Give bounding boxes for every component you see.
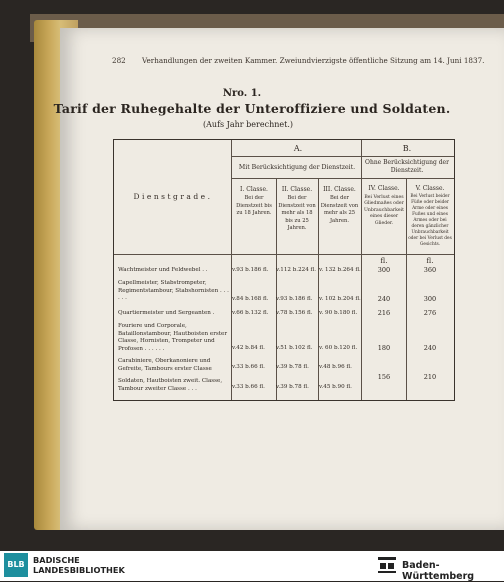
group-a-label: A.	[293, 144, 303, 153]
table-cell: 156	[377, 373, 391, 381]
table-cell: v.93 b.186 fl.	[232, 267, 269, 273]
running-title: Verhandlungen der zweiten Kammer. Zweiundvierzigste öffentliche Sitzung am 14. Juni 1837.	[142, 56, 485, 65]
class-3-header: III. Classe. Bei der Dienstzeit von mehr als 25 Jahren.	[320, 186, 359, 224]
table-cell: v.45 b.90 fl.	[319, 384, 352, 390]
pension-table	[113, 139, 455, 401]
table-cell: v.93 b.186 fl.	[276, 296, 313, 302]
table-number: Nro. 1.	[222, 88, 262, 99]
page-number: 282	[112, 56, 126, 65]
table-cell: v.51 b.102 fl.	[276, 345, 313, 351]
unit-label: fl.	[380, 257, 388, 265]
table-cell: 300	[377, 266, 391, 274]
table-row-label: Wachtmeister und Feldwebel . .	[118, 267, 208, 273]
table-cell: v. 132 b.264 fl.	[319, 267, 361, 273]
table-cell: 240	[423, 344, 437, 352]
ranks-header: Dienstgrade.	[133, 192, 213, 201]
table-cell: v.66 b.132 fl.	[232, 310, 269, 316]
table-cell: 360	[423, 266, 437, 274]
table-cell: 276	[423, 309, 437, 317]
table-cell: v.48 b.96 fl.	[319, 364, 352, 370]
library-name: BADISCHE LANDESBIBLIOTHEK	[33, 555, 125, 575]
table-cell: 240	[377, 295, 391, 303]
table-cell: 210	[423, 373, 437, 381]
with-service-label: Mit Berücksichtigung der Dienstzeit.	[238, 164, 356, 171]
class-4-header: IV. Classe. Bei Verlust eines Gliedmaßes oder Unbrauchbarkeit eines dieser Glieder.	[364, 185, 404, 226]
table-cell: v.84 b.168 fl.	[232, 296, 269, 302]
running-header	[112, 56, 484, 65]
table-cell: v. 90 b.180 fl.	[319, 310, 358, 316]
table-cell: 300	[423, 295, 437, 303]
table-row-label: Capellmeister, Stabstrompeter, Regimentstambour, Stabshornisten . . . . . .	[118, 280, 229, 302]
class-2-header: II. Classe. Bei der Dienstzeit von mehr als 18 bis zu 25 Jahren.	[278, 186, 316, 232]
table-cell: v.33 b.66 fl.	[232, 384, 265, 390]
lion-crest-icon	[377, 555, 397, 575]
table-cell: v. 60 b.120 fl.	[319, 345, 358, 351]
table-row-label: Carabiniere, Oberkanoniere und Gefreite, Tambours erster Classe	[118, 358, 212, 372]
without-service-label: Ohne Berücksichtigung der Dienstzeit.	[365, 159, 449, 174]
group-b-label: B.	[402, 144, 412, 153]
table-row-label: Quartiermeister und Sergeanten .	[118, 310, 215, 316]
table-cell: v.33 b.66 fl.	[232, 364, 265, 370]
table-cell: v. 102 b.204 fl.	[319, 296, 361, 302]
blb-logo[interactable]: BLB	[4, 553, 28, 577]
table-cell: 180	[377, 344, 391, 352]
page-title: Tarif der Ruhegehalte der Unteroffiziere und Soldaten.	[53, 101, 451, 116]
table-cell: v.39 b.78 fl.	[276, 384, 309, 390]
table-row-label: Soldaten, Hautboisten zweit. Classe, Tambour zweiter Classe . . .	[118, 378, 223, 392]
page-subtitle: (Aufs Jahr berechnet.)	[203, 120, 293, 129]
table-cell: v.78 b.156 fl.	[276, 310, 313, 316]
table-cell: v.112 b.224 fl.	[276, 267, 317, 273]
table-cell: v.42 b.84 fl.	[232, 345, 265, 351]
table-cell: 216	[377, 309, 391, 317]
class-5-header: V. Classe. Bei Verlust beider Füße oder beider Arme oder eines Fußes und eines Armes oder bei deren gänzlicher Unbrauchbarkeit oder bei Verlust des Gesichts.	[408, 185, 452, 247]
state-name[interactable]: Baden-Württemberg	[402, 560, 475, 582]
unit-label: fl.	[426, 257, 434, 265]
table-cell: v.39 b.78 fl.	[276, 364, 309, 370]
class-1-header: I. Classe. Bei der Dienstzeit bis zu 18 Jahren.	[236, 186, 272, 217]
table-row-label: Fouriere und Corporale, Bataillonstambour, Hautboisten erster Classe, Hornisten, Trompeter und Profosen . . . . . .	[118, 323, 227, 352]
